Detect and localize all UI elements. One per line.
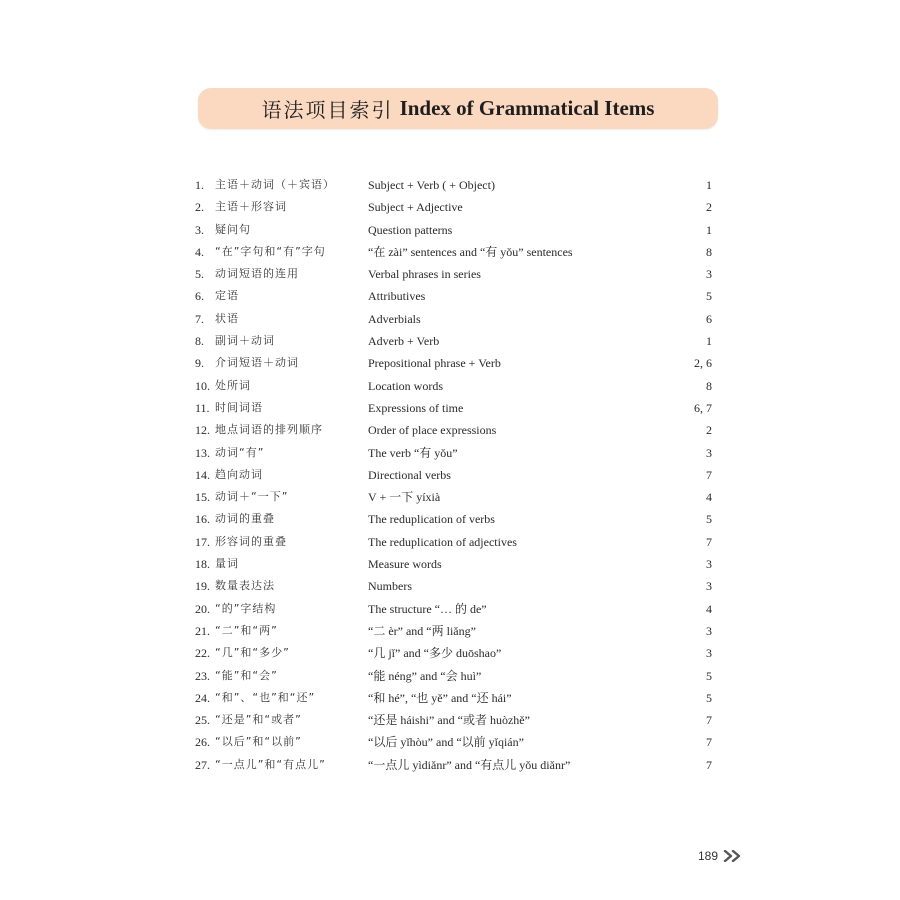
index-row [0, 508, 900, 530]
item-page: 3 [706, 623, 712, 638]
item-chinese: 主语＋形容词 [215, 200, 287, 214]
item-number: 9. [195, 356, 204, 371]
item-chinese: 数量表达法 [215, 579, 275, 593]
item-chinese: 动词的重叠 [215, 512, 275, 526]
item-english: “一点儿 yìdiǎnr” and “有点儿 yǒu diǎnr” [368, 757, 571, 772]
item-chinese: 介词短语＋动词 [215, 356, 299, 370]
title-banner [198, 88, 718, 129]
item-english: Prepositional phrase + Verb [368, 356, 501, 371]
index-row [0, 196, 900, 218]
index-row [0, 352, 900, 374]
page-number: 189 [698, 849, 719, 863]
item-chinese: 状语 [215, 311, 239, 325]
item-english: Subject + Verb ( + Object) [368, 178, 495, 192]
item-page: 3 [706, 445, 712, 460]
item-chinese: 处所词 [215, 378, 251, 392]
index-row [0, 709, 900, 731]
item-number: 11. [195, 400, 210, 415]
item-number: 2. [195, 200, 204, 215]
item-english: Subject + Adjective [368, 200, 463, 215]
index-row [0, 285, 900, 307]
item-english: Expressions of time [368, 400, 464, 415]
item-number: 20. [195, 601, 210, 616]
index-row [0, 665, 900, 687]
item-number: 15. [195, 490, 210, 505]
item-chinese: 趋向动词 [215, 467, 263, 481]
item-number: 4. [195, 244, 204, 259]
item-page: 1 [706, 178, 712, 192]
item-number: 10. [195, 378, 210, 393]
item-chinese: 副词＋动词 [215, 334, 275, 348]
index-row [0, 598, 900, 620]
item-english: The reduplication of adjectives [368, 534, 517, 549]
index-row [0, 174, 900, 196]
index-row [0, 442, 900, 464]
index-row [0, 375, 900, 397]
index-row [0, 531, 900, 553]
item-english: “能 néng” and “会 huì” [368, 668, 482, 683]
item-number: 8. [195, 334, 204, 349]
item-chinese: “在”字句和“有”字句 [215, 244, 326, 258]
item-chinese: 动词＋“一下” [215, 490, 289, 504]
index-row [0, 464, 900, 486]
item-page: 2 [706, 423, 712, 438]
index-row [0, 419, 900, 441]
item-english: The verb “有 yǒu” [368, 445, 458, 460]
item-page: 1 [706, 222, 712, 237]
item-english: “以后 yǐhòu” and “以前 yǐqián” [368, 735, 524, 750]
item-page: 4 [706, 601, 712, 616]
index-row [0, 642, 900, 664]
item-page: 7 [706, 534, 712, 549]
item-english: The structure “… 的 de” [368, 601, 487, 616]
item-english: Location words [368, 378, 443, 393]
item-number: 13. [195, 445, 210, 460]
item-page: 2 [706, 200, 712, 215]
item-english: Order of place expressions [368, 423, 497, 438]
item-english: Numbers [368, 579, 412, 594]
item-number: 16. [195, 512, 210, 527]
item-number: 6. [195, 289, 204, 304]
index-row [0, 620, 900, 642]
item-page: 8 [706, 244, 712, 259]
item-chinese: “的”字结构 [215, 601, 277, 615]
item-number: 17. [195, 534, 210, 549]
item-chinese: 时间词语 [215, 400, 263, 414]
item-english: Adverbials [368, 311, 421, 326]
item-page: 5 [706, 690, 712, 705]
item-page: 4 [706, 490, 712, 505]
item-chinese: “一点儿”和“有点儿” [215, 757, 326, 771]
item-chinese: “能”和“会” [215, 668, 278, 682]
item-page: 3 [706, 646, 712, 661]
item-chinese: “还是”和“或者” [215, 713, 302, 727]
item-page: 1 [706, 334, 712, 349]
index-row [0, 330, 900, 352]
item-page: 6, 7 [694, 400, 712, 415]
item-english: Directional verbs [368, 467, 451, 482]
item-number: 24. [195, 690, 210, 705]
item-english: “和 hé”, “也 yě” and “还 hái” [368, 690, 512, 705]
item-chinese: 动词“有” [215, 445, 265, 459]
item-chinese: “以后”和“以前” [215, 735, 302, 749]
item-number: 18. [195, 557, 210, 572]
item-number: 21. [195, 623, 210, 638]
index-row [0, 241, 900, 263]
item-english: The reduplication of verbs [368, 512, 495, 527]
index-row [0, 687, 900, 709]
item-number: 26. [195, 735, 210, 750]
item-page: 7 [706, 735, 712, 750]
item-number: 1. [195, 178, 204, 192]
item-english: Verbal phrases in series [368, 267, 481, 282]
item-chinese: 定语 [215, 289, 239, 303]
item-chinese: “几”和“多少” [215, 646, 290, 660]
item-english: V + 一下 yíxià [368, 490, 441, 505]
grammar-index-list [0, 174, 900, 776]
item-page: 5 [706, 668, 712, 683]
index-row [0, 263, 900, 285]
item-chinese: “和”、“也”和“还” [215, 690, 316, 704]
item-chinese: 疑问句 [215, 222, 251, 236]
index-row [0, 397, 900, 419]
item-chinese: 量词 [215, 557, 239, 571]
item-chinese: 主语＋动词（＋宾语） [215, 178, 335, 191]
item-chinese: 动词短语的连用 [215, 267, 299, 281]
index-row [0, 486, 900, 508]
item-number: 25. [195, 713, 210, 728]
item-page: 6 [706, 311, 712, 326]
item-page: 5 [706, 512, 712, 527]
item-number: 14. [195, 467, 210, 482]
item-number: 3. [195, 222, 204, 237]
item-page: 7 [706, 713, 712, 728]
item-english: Attributives [368, 289, 426, 304]
item-english: “几 jǐ” and “多少 duōshao” [368, 646, 502, 661]
double-chevron-right-icon [723, 850, 743, 862]
index-row [0, 754, 900, 776]
item-page: 7 [706, 757, 712, 772]
item-page: 3 [706, 579, 712, 594]
index-row [0, 308, 900, 330]
item-chinese: “二”和“两” [215, 623, 278, 637]
item-english: Question patterns [368, 222, 453, 237]
item-page: 2, 6 [694, 356, 712, 371]
item-number: 5. [195, 267, 204, 282]
title-chinese: 语法项目索引 [261, 98, 394, 122]
item-number: 27. [195, 757, 210, 772]
item-english: Adverb + Verb [368, 334, 440, 349]
item-english: Measure words [368, 557, 442, 572]
item-page: 3 [706, 267, 712, 282]
item-chinese: 地点词语的排列顺序 [215, 423, 323, 437]
item-page: 5 [706, 289, 712, 304]
index-row [0, 575, 900, 597]
item-number: 19. [195, 579, 210, 594]
item-english: “二 èr” and “两 liǎng” [368, 623, 476, 638]
item-english: “在 zài” sentences and “有 yǒu” sentences [368, 244, 573, 259]
item-number: 12. [195, 423, 210, 438]
item-page: 8 [706, 378, 712, 393]
item-page: 7 [706, 467, 712, 482]
item-chinese: 形容词的重叠 [215, 534, 287, 548]
index-row [0, 731, 900, 753]
title-english: Index of Grammatical Items [399, 96, 655, 120]
item-number: 23. [195, 668, 210, 683]
item-english: “还是 háishi” and “或者 huòzhě” [368, 713, 530, 728]
index-row [0, 219, 900, 241]
item-page: 3 [706, 557, 712, 572]
index-row [0, 553, 900, 575]
item-number: 22. [195, 646, 210, 661]
item-number: 7. [195, 311, 204, 326]
